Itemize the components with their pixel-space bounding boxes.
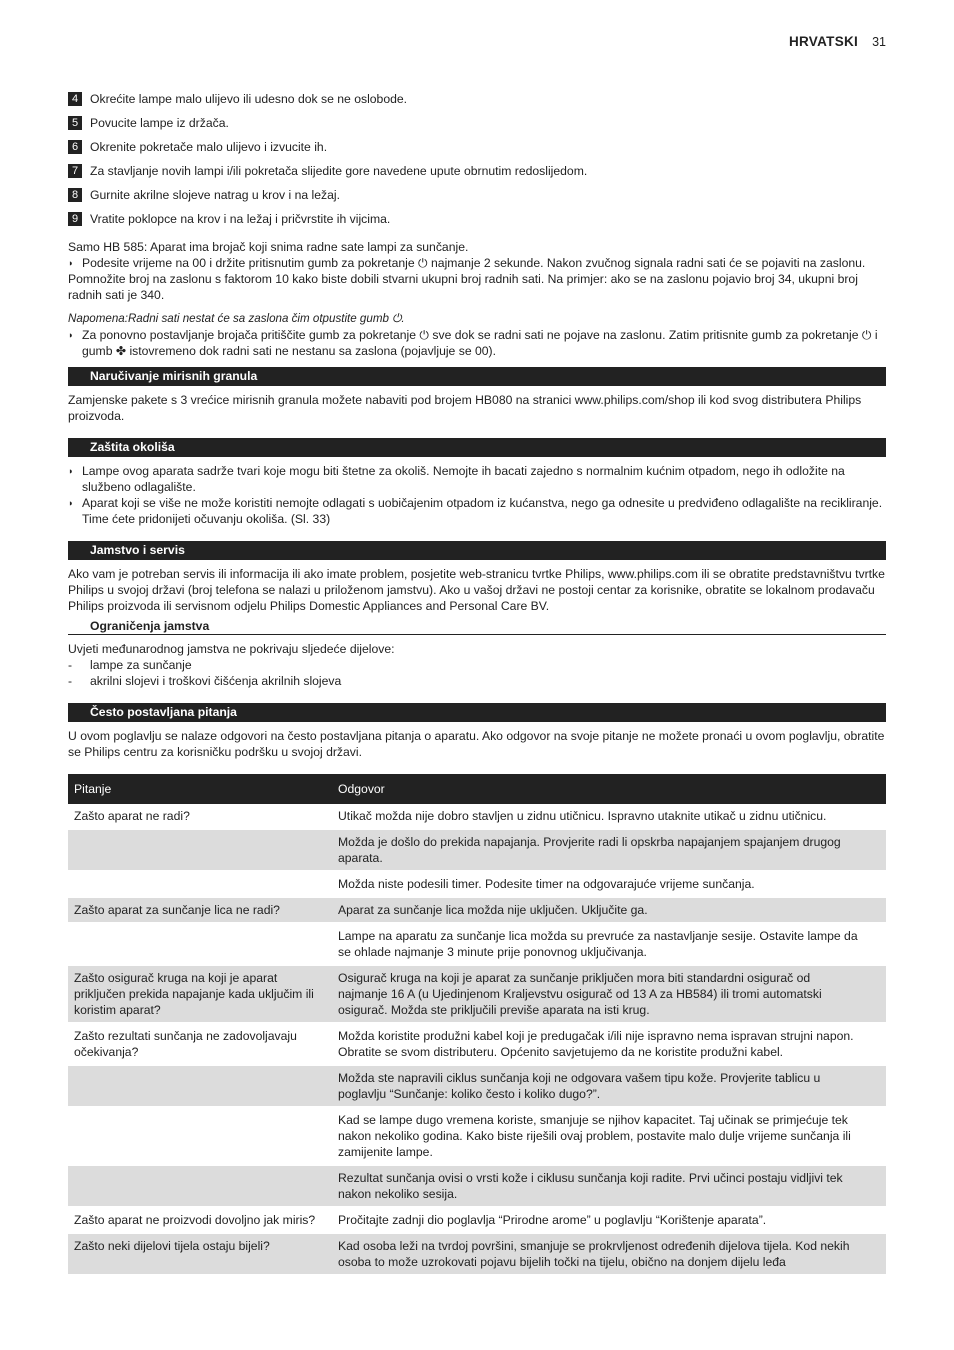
- section-warranty-heading: Jamstvo i servis: [68, 541, 886, 560]
- ordering-text: Zamjenske pakete s 3 vrećice mirisnih granula možete nabaviti pod brojem HB080 na stranici www.philips.com/shop ili kod svog distributera Philips proizvoda.: [68, 393, 862, 423]
- warranty-text: Ako vam je potreban servis ili informacija ili ako imate problem, posjetite web-stranicu tvrtke Philips, www.philips.com ili se obratite predstavništvu tvrtke Philips u svojoj državi (broj telefona se nalazi u priloženom jamstvu). Ako u vašoj državi ne postoji centar za korisnike, obratite se lokalnom prodavaču Philips proizvoda ili servisnom odjelu Philips Domestic Appliances and Personal Care BV.: [68, 567, 885, 613]
- dash-marker: -: [68, 674, 73, 688]
- counter-intro: Samo HB 585: Aparat ima brojač koji snima radne sate lampi za sunčanje.: [68, 240, 469, 254]
- list-item: [68, 673, 886, 689]
- table-row: [68, 1065, 886, 1107]
- page-header: [789, 34, 886, 50]
- faq-col-question: Pitanje: [68, 774, 332, 804]
- bullet-icon: ◗: [68, 330, 74, 340]
- faq-answer-cell: Možda je došlo do prekida napajanja. Provjerite radi li opskrba napajanjem spajanjem drugog aparata.: [332, 829, 886, 871]
- faq-answer-cell: Možda niste podesili timer. Podesite timer na odgovarajuće vrijeme sunčanja.: [332, 871, 886, 897]
- faq-question-cell: Zašto aparat ne radi?: [74, 809, 190, 823]
- faq-col-answer: Odgovor: [332, 774, 886, 804]
- faq-question-cell: [68, 1065, 332, 1107]
- warranty-limits-list: [68, 657, 886, 689]
- table-row: [68, 1233, 886, 1274]
- faq-answer-cell: Možda ste napravili ciklus sunčanja koji ne odgovara vašem tipu kože. Provjerite tablicu u poglavlju “Sunčanje: koliko često i koliko dugo?”.: [332, 1065, 886, 1107]
- step-text: Gurnite akrilne slojeve natrag u krov i na ležaj.: [90, 188, 340, 202]
- environment-bullet-text: Lampe ovog aparata sadrže tvari koje mogu biti štetne za okoliš. Nemojte ih bacati zajedno s normalnim kućnim otpadom, nego ih odložite na službeno odlagalište.: [82, 464, 845, 494]
- page-content: [68, 91, 886, 1274]
- bullet-icon: ◗: [68, 498, 74, 508]
- step-number: 8: [68, 188, 82, 202]
- step-text: Okrećite lampe malo ulijevo ili udesno dok se ne oslobode.: [90, 92, 408, 106]
- section-ordering-heading: Naručivanje mirisnih granula: [68, 367, 886, 386]
- faq-intro: U ovom poglavlju se nalaze odgovori na često postavljana pitanja o aparatu. Ako odgovor na svoje pitanje ne možete pronaći u ovom poglavlju, obratite se Philips centru za korisničku podršku u svojoj državi.: [68, 729, 885, 759]
- faq-question-cell: [68, 829, 332, 871]
- step-item: [68, 163, 886, 179]
- table-row: [68, 1207, 886, 1233]
- faq-question-cell: Zašto rezultati sunčanja ne zadovoljavaju očekivanja?: [68, 1023, 332, 1065]
- steps-list: [68, 91, 886, 227]
- faq-header-row: [68, 774, 886, 804]
- step-item: [68, 211, 886, 227]
- counter-bullet-2: [68, 327, 886, 359]
- table-row: [68, 897, 886, 923]
- section-environment-heading: Zaštita okoliša: [68, 438, 886, 457]
- step-item: [68, 187, 886, 203]
- faq-answer-cell: Rezultat sunčanja ovisi o vrsti kože i ciklusu sunčanja koji radite. Prvi učinci postaju vidljivi tek nakon nekoliko sesija.: [332, 1165, 886, 1207]
- step-text: Povucite lampe iz držača.: [90, 116, 229, 130]
- list-item-text: lampe za sunčanje: [90, 658, 192, 672]
- faq-answer-cell: Pročitajte zadnji dio poglavlja “Prirodne arome” u poglavlju “Korištenje aparata”.: [332, 1207, 886, 1233]
- table-row: [68, 871, 886, 897]
- table-row: [68, 923, 886, 965]
- warranty-limits-intro: Uvjeti međunarodnog jamstva ne pokrivaju sljedeće dijelove:: [68, 642, 395, 656]
- faq-table: [68, 774, 886, 1274]
- step-number: 4: [68, 92, 82, 106]
- faq-question-cell: [68, 1107, 332, 1165]
- table-row: [68, 804, 886, 829]
- faq-answer-cell: Aparat za sunčanje lica možda nije uključen. Uključite ga.: [332, 897, 886, 923]
- faq-answer-cell: Možda koristite produžni kabel koji je predugačak i/ili nije ispravno nema ispravan strujni napon. Obratite se svom distributeru. Općenito savjetujemo da ne koristite produžni kabel.: [332, 1023, 886, 1065]
- faq-question-cell: [68, 923, 332, 965]
- faq-answer-cell: Lampe na aparatu za sunčanje lica možda su prevruće za nastavljanje sesije. Ostavite lampe da se ohlade najmanje 3 minute prije ponovnog uključivanja.: [332, 923, 886, 965]
- dash-marker: -: [68, 658, 73, 672]
- counter-bullet-1: [68, 255, 886, 271]
- faq-answer-cell: Kad se lampe dugo vremena koriste, smanjuje se njihov kapacitet. Taj učinak se primjećuje tek nakon nekoliko godina. Kako biste riješili ovaj problem, postavite malo dulje vrijeme sunčanja ili zamijenite lampe.: [332, 1107, 886, 1165]
- counter-bullet-2-text: Za ponovno postavljanje brojača pritiščite gumb za pokretanje ⏻ sve dok se radni sati ne pojave na zaslonu. Zatim pritisnite gumb za pokretanje ⏻ i gumb ✤ istovremeno dok radni sati ne nestanu sa zaslona (pojavljuje se 00).: [82, 328, 878, 358]
- table-row: [68, 1165, 886, 1207]
- faq-question-cell: [68, 1165, 332, 1207]
- environment-bullets: [68, 463, 886, 527]
- step-text: Za stavljanje novih lampi i/ili pokretača slijedite gore navedene upute obrnutim redoslijedom.: [90, 164, 588, 178]
- step-item: [68, 139, 886, 155]
- step-item: [68, 91, 886, 107]
- table-row: [68, 1023, 886, 1065]
- page-number: 31: [872, 35, 886, 49]
- list-item: [68, 657, 886, 673]
- counter-multiply: Pomnožite broj na zaslonu s faktorom 10 kako biste dobili stvarni ukupni broj radnih sati. Na primjer: ako se na zaslonu pojavio broj 34, ukupni broj radnih sati je 340.: [68, 272, 858, 302]
- faq-question-cell: Zašto aparat ne proizvodi dovoljno jak miris?: [68, 1207, 332, 1233]
- step-number: 7: [68, 164, 82, 178]
- faq-answer-cell: Osigurač kruga na koji je aparat za sunčanje priključen mora biti standardni osigurač od najmanje 16 A (u Ujedinjenom Kraljevstvu osigurač od 13 A za HB584) ili tromi automatski osigurač. Možda ste priključili previše aparata na isti krug.: [332, 965, 886, 1023]
- faq-question-cell: Zašto aparat za sunčanje lica ne radi?: [68, 897, 332, 923]
- faq-answer-cell: Kad osoba leži na tvrdoj površini, smanjuje se prokrvljenost određenih dijelova tijela. Kod nekih osoba to može uzrokovati pojavu bijelih točki na tijelu, obično na donjem dijelu leđa: [332, 1233, 886, 1274]
- counter-bullet-1-text: Podesite vrijeme na 00 i držite pritisnutim gumb za pokretanje ⏻ najmanje 2 sekunde. Nakon zvučnog signala radni sati će se pojaviti na zaslonu.: [82, 256, 866, 270]
- table-row: [68, 829, 886, 871]
- table-row: [68, 1107, 886, 1165]
- warranty-limits-heading: Ograničenja jamstva: [68, 618, 886, 635]
- step-number: 5: [68, 116, 82, 130]
- step-item: [68, 115, 886, 131]
- environment-bullet: [68, 463, 886, 495]
- step-text: Vratite poklopce na krov i na ležaj i pričvrstite ih vijcima.: [90, 212, 391, 226]
- bullet-icon: ◗: [68, 466, 74, 476]
- environment-bullet: [68, 495, 886, 527]
- step-number: 9: [68, 212, 82, 226]
- bullet-icon: ◗: [68, 258, 74, 268]
- step-number: 6: [68, 140, 82, 154]
- environment-bullet-text: Aparat koji se više ne može koristiti nemojte odlagati s uobičajenim otpadom iz kućanstva, nego ga odnesite u predviđeno odlagalište na recikliranje. Time ćete pridonijeti očuvanju okoliša. (Sl. 33): [82, 496, 883, 526]
- faq-answer-cell: Utikač možda nije dobro stavljen u zidnu utičnicu. Ispravno utaknite utikač u zidnu utičnicu.: [338, 809, 827, 823]
- counter-note: Napomena:Radni sati nestat će sa zaslona čim otpustite gumb ⏻.: [68, 312, 405, 325]
- faq-question-cell: [68, 871, 332, 897]
- section-faq-heading: Često postavljana pitanja: [68, 703, 886, 722]
- list-item-text: akrilni slojevi i troškovi čišćenja akrilnih slojeva: [90, 674, 342, 688]
- faq-question-cell: Zašto osigurač kruga na koji je aparat priključen prekida napajanje kada uključim ili koristim aparat?: [68, 965, 332, 1023]
- philips-link[interactable]: www.philips.com: [607, 567, 698, 581]
- step-text: Okrenite pokretače malo ulijevo i izvucite ih.: [90, 140, 328, 154]
- language-label: HRVATSKI: [788, 34, 859, 49]
- table-row: [68, 965, 886, 1023]
- faq-question-cell: Zašto neki dijelovi tijela ostaju bijeli?: [68, 1233, 332, 1274]
